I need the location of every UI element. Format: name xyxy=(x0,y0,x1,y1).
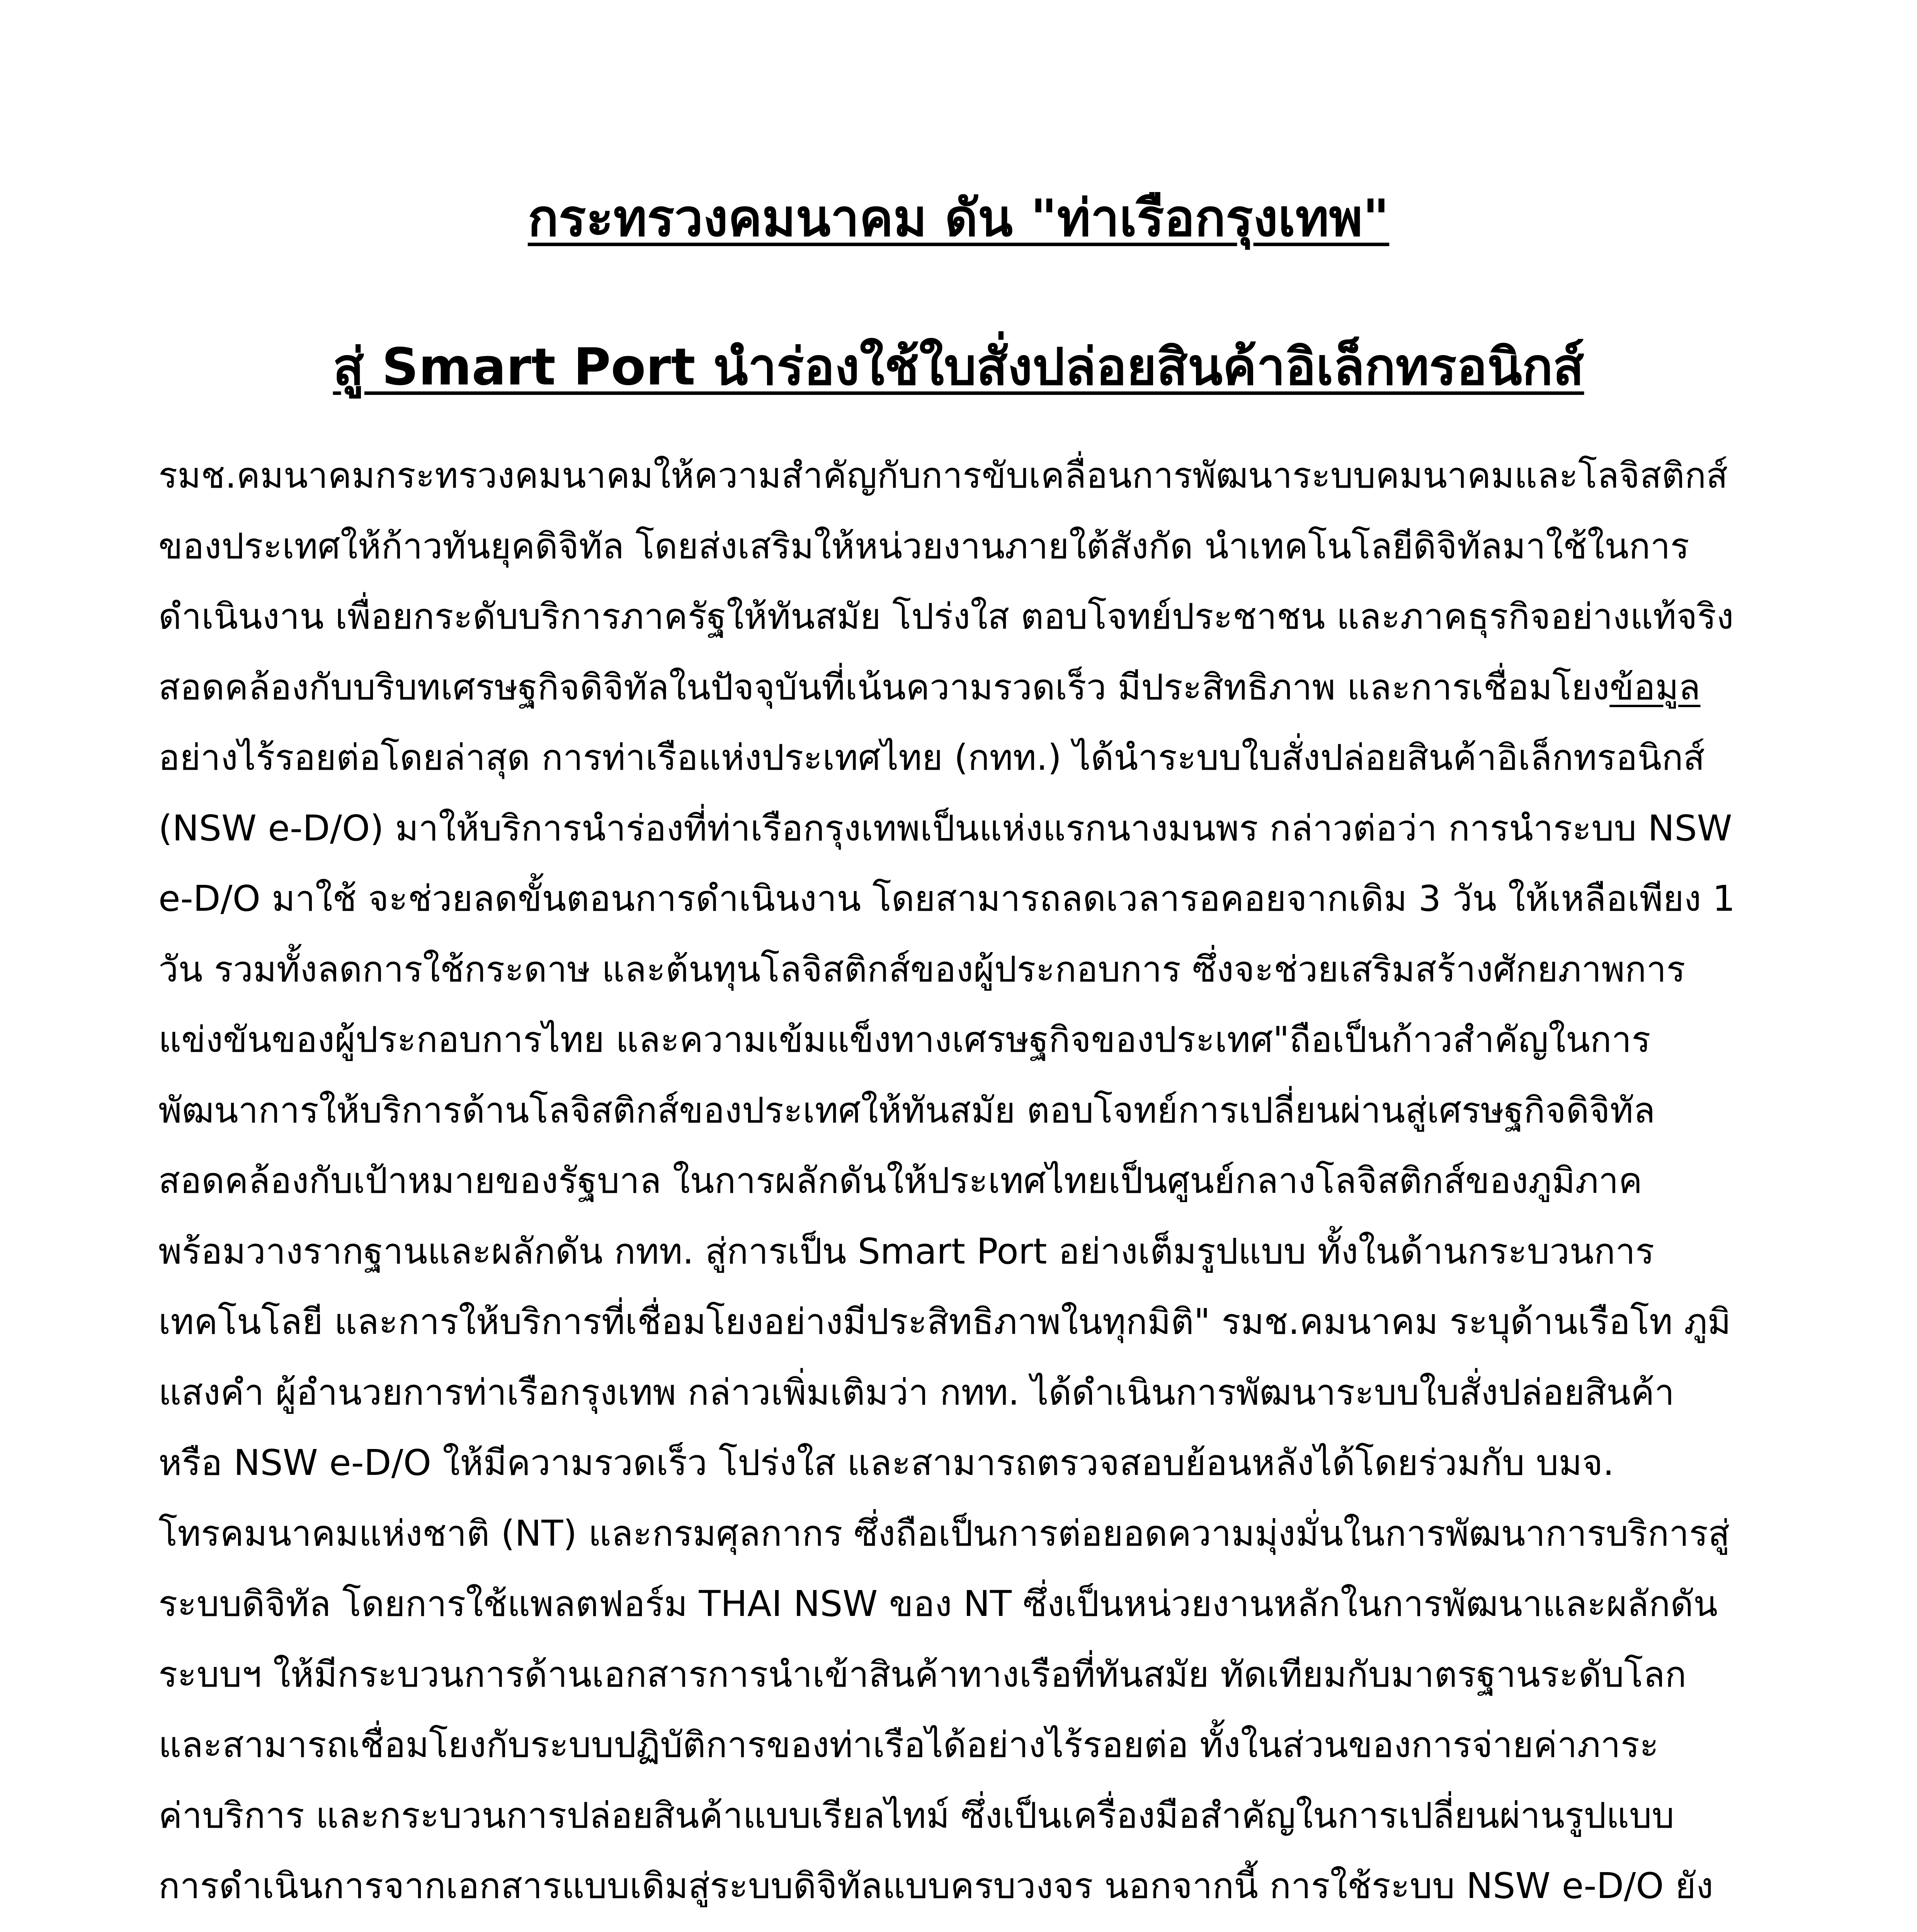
body-line-16: โทรคมนาคมแห่งชาติ (NT) และกรมศุลกากร ซึ่งถือเป็นการต่อยอดความมุ่งมั่นในการพัฒนาการบริการสู่ xyxy=(158,1512,1730,1554)
body-line-2: ของประเทศให้ก้าวทันยุคดิจิทัล โดยส่งเสริมให้หน่วยงานภายใต้สังกัด นำเทคโนโลยีดิจิทัลมาใช้ในการ xyxy=(158,525,1689,567)
headline-line-2 xyxy=(0,330,1917,404)
body-line-21: การดำเนินการจากเอกสารแบบเดิมสู่ระบบดิจิทัลแบบครบวงจร นอกจากนี้ การใช้ระบบ NSW e-D/O ยัง xyxy=(158,1865,1713,1906)
body-line-8: วัน รวมทั้งลดการใช้กระดาษ และต้นทุนโลจิสติกส์ของผู้ประกอบการ ซึ่งจะช่วยเสริมสร้างศักยภาพการ xyxy=(158,948,1686,990)
body-line-22 xyxy=(158,1922,1750,1932)
body-line-13: เทคโนโลยี และการให้บริการที่เชื่อมโยงอย่างมีประสิทธิภาพในทุกมิติ" รมช.คมนาคม ระบุด้านเรือโท ภูมิ xyxy=(158,1301,1731,1342)
headline-text-2: สู่ Smart Port นำร่องใช้ใบสั่งปล่อยสินค้าอิเล็กทรอนิกส์ xyxy=(333,337,1584,397)
body-line-15: หรือ NSW e-D/O ให้มีความรวดเร็ว โปร่งใส และสามารถตรวจสอบย้อนหลังได้โดยร่วมกับ บมจ. xyxy=(158,1442,1614,1483)
headline-text-1: กระทรวงคมนาคม ดัน "ท่าเรือกรุงเทพ" xyxy=(527,189,1390,248)
body-line-12: พร้อมวางรากฐานและผลักดัน กทท. สู่การเป็น Smart Port อย่างเต็มรูปแบบ ทั้งในด้านกระบวนการ xyxy=(158,1230,1655,1272)
article-body xyxy=(158,440,1750,1932)
body-line-20: ค่าบริการ และกระบวนการปล่อยสินค้าแบบเรียลไทม์ ซึ่งเป็นเครื่องมือสำคัญในการเปลี่ยนผ่านรูปแบบ xyxy=(158,1794,1674,1836)
body-line-3: ดำเนินงาน เพื่อยกระดับบริการภาครัฐให้ทันสมัย โปร่งใส ตอบโจทย์ประชาชน และภาคธุรกิจอย่างแท้จริง xyxy=(158,596,1734,637)
body-line-18: ระบบฯ ให้มีกระบวนการด้านเอกสารการนำเข้าสินค้าทางเรือที่ทันสมัย ทัดเทียมกับมาตรฐานระดับโลก xyxy=(158,1653,1687,1695)
body-line-4-text: สอดคล้องกับบริบทเศรษฐกิจดิจิทัลในปัจจุบันที่เน้นความรวดเร็ว มีประสิทธิภาพ และการเชื่อมโยง xyxy=(158,666,1610,708)
body-line-17: ระบบดิจิทัล โดยการใช้แพลตฟอร์ม THAI NSW ของ NT ซึ่งเป็นหน่วยงานหลักในการพัฒนาและผลักดัน xyxy=(158,1583,1718,1624)
body-line-7: e-D/O มาใช้ จะช่วยลดขั้นตอนการดำเนินงาน โดยสามารถลดเวลารอคอยจากเดิม 3 วัน ให้เหลือเพียง 1 xyxy=(158,878,1735,919)
body-line-4 xyxy=(158,652,1750,723)
body-line-6: (NSW e-D/O) มาให้บริการนำร่องที่ท่าเรือกรุงเทพเป็นแห่งแรกนางมนพร กล่าวต่อว่า การนำระบบ NSW xyxy=(158,807,1732,849)
body-line-9: แข่งขันของผู้ประกอบการไทย และความเข้มแข็งทางเศรษฐกิจของประเทศ"ถือเป็นก้าวสำคัญในการ xyxy=(158,1019,1651,1060)
body-line-5: อย่างไร้รอยต่อโดยล่าสุด การท่าเรือแห่งประเทศไทย (กทท.) ได้นำระบบใบสั่งปล่อยสินค้าอิเล็กทรอนิกส์ xyxy=(158,737,1705,778)
underlined-link-word[interactable]: ข้อมูล xyxy=(1609,666,1701,708)
body-line-11: สอดคล้องกับเป้าหมายของรัฐบาล ในการผลักดันให้ประเทศไทยเป็นศูนย์กลางโลจิสติกส์ของภูมิภาค xyxy=(158,1160,1643,1201)
body-line-14: แสงคำ ผู้อำนวยการท่าเรือกรุงเทพ กล่าวเพิ่มเติมว่า กทท. ได้ดำเนินการพัฒนาระบบใบสั่งปล่อยสินค้า xyxy=(158,1371,1675,1413)
body-line-1: รมช.คมนาคมกระทรวงคมนาคมให้ความสำคัญกับการขับเคลื่อนการพัฒนาระบบคมนาคมและโลจิสติกส์ xyxy=(158,455,1728,496)
body-line-19: และสามารถเชื่อมโยงกับระบบปฏิบัติการของท่าเรือได้อย่างไร้รอยต่อ ทั้งในส่วนของการจ่ายค่าภาระ xyxy=(158,1724,1659,1765)
headline-line-1 xyxy=(0,182,1917,255)
body-line-10: พัฒนาการให้บริการด้านโลจิสติกส์ของประเทศให้ทันสมัย ตอบโจทย์การเปลี่ยนผ่านสู่เศรษฐกิจดิจิทัล xyxy=(158,1089,1655,1131)
